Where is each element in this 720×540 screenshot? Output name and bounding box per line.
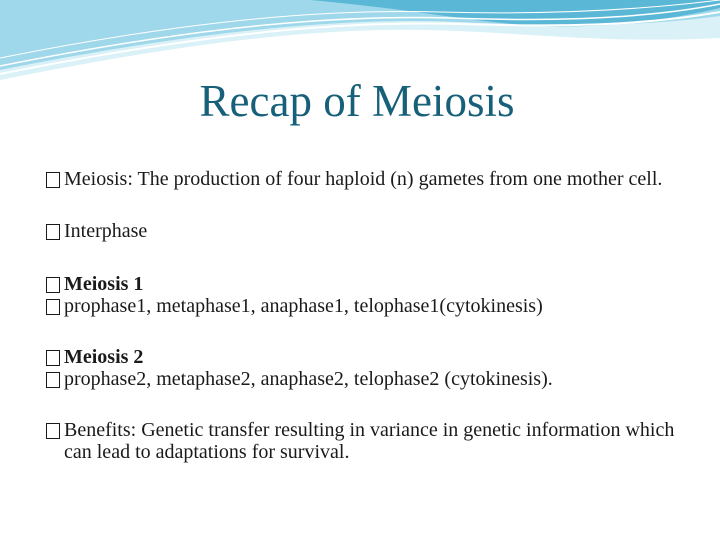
bullet-benefits [46, 419, 696, 463]
bullet-text: prophase2, metaphase2, anaphase2, telophase2 (cytokinesis). [64, 368, 553, 390]
bullet-text: Interphase [64, 220, 148, 242]
bullet-glyph-icon [46, 172, 60, 188]
bullet-meiosis-1 [46, 273, 696, 295]
bullet-glyph-icon [46, 372, 60, 388]
bullet-glyph-icon [46, 423, 60, 439]
bullet-glyph-icon [46, 277, 60, 293]
bullet-glyph-icon [46, 299, 60, 315]
bullet-meiosis-2-phases [46, 368, 696, 390]
bullet-text: Meiosis: The production of four haploid (n) gametes from one mother cell. [64, 168, 663, 190]
bullet-meiosis-2 [46, 346, 696, 368]
bullet-text: Benefits: Genetic transfer resulting in variance in genetic information which can lead to adaptations for survival. [64, 419, 675, 463]
bullet-meiosis-1-phases [46, 295, 696, 317]
bullet-text: Meiosis 1 [64, 273, 144, 295]
bullet-meiosis-definition [46, 168, 696, 190]
bullet-glyph-icon [46, 350, 60, 366]
bullet-text: prophase1, metaphase1, anaphase1, telophase1(cytokinesis) [64, 295, 543, 317]
bullet-list [46, 168, 696, 463]
bullet-text: Meiosis 2 [64, 346, 144, 368]
bullet-interphase [46, 220, 696, 242]
slide-title: Recap of Meiosis [199, 76, 515, 126]
bullet-glyph-icon [46, 224, 60, 240]
